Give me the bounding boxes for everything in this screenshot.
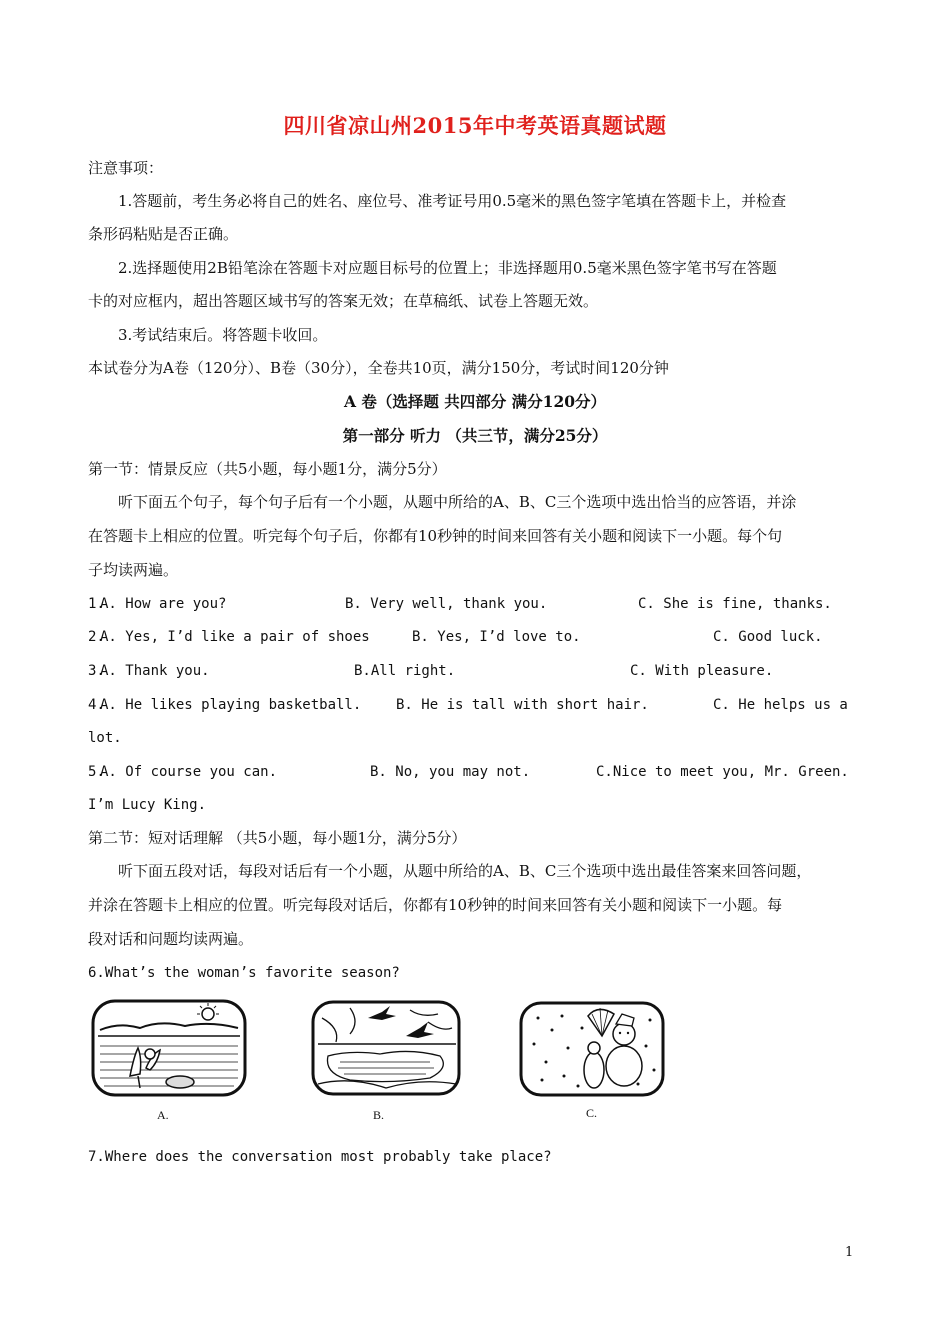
question-number: 5. [88,764,105,780]
section2-instructions: 听下面五段对话，每段对话后有一个小题，从题中所给的A、B、C三个选项中选出最佳答案来回答问题， [118,862,812,880]
question-5-cont: I’m Lucy King. [88,797,207,813]
picture-autumn-geese [310,998,462,1100]
question-1 [88,592,878,616]
section2-instructions-cont: 并涂在答题卡上相应的位置。听完每段对话后，你都有10秒钟的时间来回答有关小题和阅读下一小题。每 [88,896,783,914]
picture-label-b: B. [373,1108,385,1122]
question-3 [88,659,878,683]
picture-winter-snowman [518,1000,666,1100]
question-4-cont: lot. [88,730,122,746]
picture-summer-lake [90,996,248,1100]
option-a: A. How are you? [100,596,227,612]
notice-item-3: 3.考试结束后。将答题卡收回。 [118,326,328,344]
question-number: 1. [88,596,105,612]
question-5 [88,760,878,784]
option-a: A. Of course you can. [100,764,278,780]
section1-instructions: 听下面五个句子，每个句子后有一个小题，从题中所给的A、B、C三个选项中选出恰当的应答语，并涂 [118,493,797,511]
option-b: B. Yes, I’d love to. [412,629,581,645]
part1-heading: 第一部分 听力 （共三节，满分25分） [342,426,608,445]
option-a: A. He likes playing basketball. [100,697,362,713]
question-number: 4. [88,697,105,713]
question-number: 2. [88,629,105,645]
section1-heading: 第一节：情景反应（共5小题，每小题1分，满分5分） [88,460,447,478]
option-b: B. No, you may not. [370,764,531,780]
option-c: C. Good luck. [713,629,823,645]
option-a: A. Yes, I’d like a pair of shoes [100,629,370,645]
option-c: C. He helps us a [713,697,848,713]
option-b: B.All right. [354,663,456,679]
option-c: C.Nice to meet you, Mr. Green. [596,764,849,780]
question-7: 7.Where does the conversation most probably take place? [88,1149,552,1165]
section-a-heading: A 卷（选择题 共四部分 满分120分） [343,392,607,411]
option-c: C. With pleasure. [630,663,774,679]
page-title: 四川省凉山州2015年中考英语真题试题 [283,113,667,138]
section2-instructions-end: 段对话和问题均读两遍。 [88,930,254,948]
notice-item-2: 2.选择题使用2B铅笔涂在答题卡对应题目标号的位置上；非选择题用0.5毫米黑色签字笔书写在答题 [118,259,777,277]
exam-info: 本试卷分为A卷（120分）、B卷（30分），全卷共10页，满分150分，考试时间120分钟 [88,359,669,377]
option-a: A. Thank you. [100,663,210,679]
question-number: 3. [88,663,105,679]
page-number: 1 [845,1245,854,1260]
question-2 [88,625,878,649]
notice-heading: 注意事项： [88,159,164,177]
section1-instructions-end: 子均读两遍。 [88,561,179,579]
section1-instructions-cont: 在答题卡上相应的位置。听完每个句子后，你都有10秒钟的时间来回答有关小题和阅读下一小题。每个句 [88,527,783,545]
option-b: B. Very well, thank you. [345,596,548,612]
picture-label-c: C. [586,1106,598,1120]
option-c: C. She is fine, thanks. [638,596,832,612]
notice-item-1: 1.答题前，考生务必将自己的姓名、座位号、准考证号用0.5毫米的黑色签字笔填在答题卡上，并检查 [118,192,787,210]
section2-heading: 第二节：短对话理解 （共5小题，每小题1分，满分5分） [88,829,467,847]
picture-label-a: A. [157,1108,169,1122]
notice-item-1-cont: 条形码粘贴是否正确。 [88,225,239,243]
option-b: B. He is tall with short hair. [396,697,649,713]
question-4 [88,693,878,717]
question-6: 6.What’s the woman’s favorite season? [88,965,400,981]
notice-item-2-cont: 卡的对应框内，超出答题区域书写的答案无效；在草稿纸、试卷上答题无效。 [88,292,599,310]
